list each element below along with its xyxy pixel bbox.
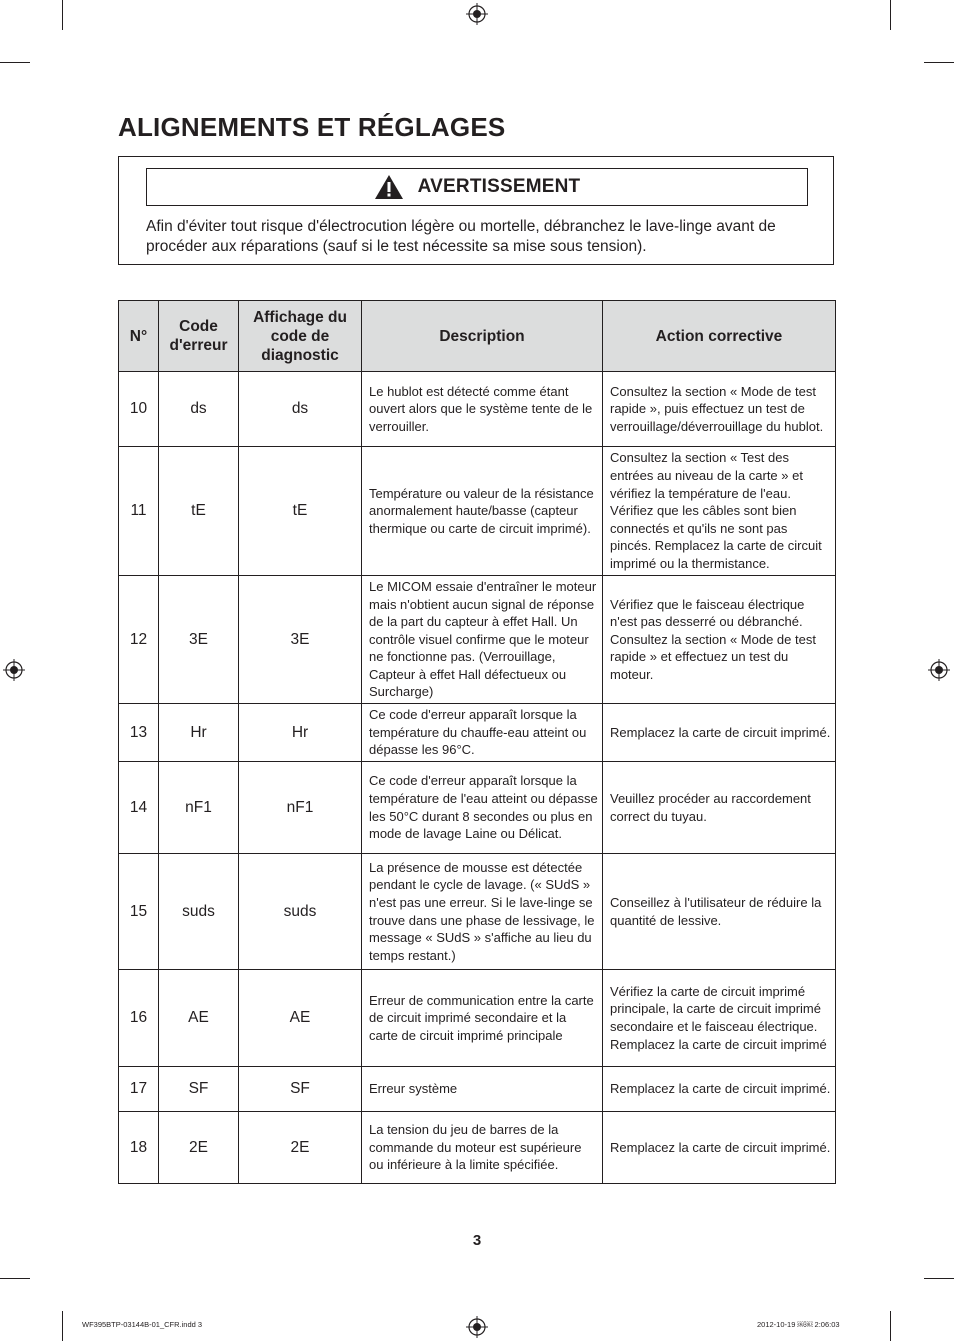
table-row (119, 1067, 836, 1112)
cell-corrective-action: Vérifiez que le faisceau électrique n'est pas desserré ou débranché. Consultez la section « Mode de test rapide » et effectuez un test du moteur. (603, 576, 836, 704)
cell-number: 17 (119, 1067, 159, 1112)
crop-mark (0, 1278, 30, 1279)
cell-corrective-action: Veuillez procéder au raccordement correct du tuyau. (603, 762, 836, 854)
cell-description: Erreur système (362, 1067, 603, 1112)
cell-description: La présence de mousse est détectée pendant le cycle de lavage. (« SUdS » n'est pas une erreur. Si le lave-linge se trouve dans une phase de lessivage, le message « SUdS » s'affiche au lieu du temps restant.) (362, 854, 603, 970)
cell-diagnostic-display: nF1 (239, 762, 362, 854)
cell-error-code: SF (159, 1067, 239, 1112)
crop-mark (62, 0, 63, 30)
cell-corrective-action: Remplacez la carte de circuit imprimé. (603, 704, 836, 762)
registration-mark-icon (3, 659, 25, 681)
cell-diagnostic-display: tE (239, 447, 362, 576)
cell-diagnostic-display: 3E (239, 576, 362, 704)
crop-mark (924, 1278, 954, 1279)
cell-number: 13 (119, 704, 159, 762)
warning-label: AVERTISSEMENT (417, 176, 581, 197)
cell-number: 16 (119, 970, 159, 1067)
warning-header (146, 168, 808, 206)
header-number: N° (119, 301, 159, 372)
cell-error-code: suds (159, 854, 239, 970)
cell-number: 10 (119, 372, 159, 447)
footer-filename: WF395BTP-03144B-01_CFR.indd 3 (82, 1320, 203, 1329)
page-number: 3 (472, 1232, 482, 1249)
table-row (119, 970, 836, 1067)
crop-mark (62, 1311, 63, 1341)
cell-number: 18 (119, 1112, 159, 1184)
cell-diagnostic-display: suds (239, 854, 362, 970)
registration-mark-icon (466, 1316, 488, 1338)
cell-corrective-action: Consultez la section « Test des entrées au niveau de la carte » et vérifiez la température de l'eau. Vérifiez que les câbles sont bien connectés et qu'ils ne sont pas pincés. Remplacez la carte de circuit imprimé ou la thermistance. (603, 447, 836, 576)
cell-error-code: ds (159, 372, 239, 447)
cell-description: Le MICOM essaie d'entraîner le moteur mais n'obtient aucun signal de réponse de la part du capteur à effet Hall. Un contrôle visuel confirme que le moteur ne fonctionne pas. (Verrouillage, Capteur à effet Hall défectueux ou Surcharge) (362, 576, 603, 704)
cell-diagnostic-display: SF (239, 1067, 362, 1112)
cell-diagnostic-display: AE (239, 970, 362, 1067)
cell-diagnostic-display: Hr (239, 704, 362, 762)
warning-text: Afin d'éviter tout risque d'électrocution légère ou mortelle, débranchez le lave-linge avant de procéder aux réparations (sauf si le test nécessite sa mise sous tension). (146, 218, 776, 255)
cell-corrective-action: Vérifiez la carte de circuit imprimé principale, la carte de circuit imprimé secondaire et le faisceau électrique. Remplacez la carte de circuit imprimé (603, 970, 836, 1067)
cell-corrective-action: Remplacez la carte de circuit imprimé. (603, 1067, 836, 1112)
footer-timestamp: 2012-10-19 ￼￼ 2:06:03 (757, 1320, 840, 1329)
error-code-table (118, 300, 836, 1184)
header-description: Description (362, 301, 603, 372)
cell-corrective-action: Consultez la section « Mode de test rapide », puis effectuez un test de verrouillage/déverrouillage du hublot. (603, 372, 836, 447)
cell-number: 12 (119, 576, 159, 704)
table-row (119, 854, 836, 970)
table-row (119, 704, 836, 762)
header-corrective-action: Action corrective (603, 301, 836, 372)
cell-number: 14 (119, 762, 159, 854)
table-row (119, 1112, 836, 1184)
cell-number: 11 (119, 447, 159, 576)
table-header-row (119, 301, 836, 372)
cell-description: Ce code d'erreur apparaît lorsque la température du chauffe-eau atteint ou dépasse les 96°C. (362, 704, 603, 762)
crop-mark (890, 0, 891, 30)
cell-description: La tension du jeu de barres de la commande du moteur est supérieure ou inférieure à la limite spécifiée. (362, 1112, 603, 1184)
crop-mark (924, 62, 954, 63)
warning-box (118, 156, 834, 265)
table-row (119, 372, 836, 447)
cell-corrective-action: Conseillez à l'utilisateur de réduire la quantité de lessive. (603, 854, 836, 970)
cell-number: 15 (119, 854, 159, 970)
cell-description: Le hublot est détecté comme étant ouvert alors que le système tente de le verrouiller. (362, 372, 603, 447)
cell-description: Température ou valeur de la résistance anormalement haute/basse (capteur thermique ou carte de circuit imprimé). (362, 447, 603, 576)
cell-diagnostic-display: ds (239, 372, 362, 447)
cell-error-code: nF1 (159, 762, 239, 854)
table-row (119, 576, 836, 704)
crop-mark (890, 1311, 891, 1341)
cell-error-code: 3E (159, 576, 239, 704)
table-row (119, 762, 836, 854)
cell-error-code: tE (159, 447, 239, 576)
cell-error-code: Hr (159, 704, 239, 762)
cell-diagnostic-display: 2E (239, 1112, 362, 1184)
warning-triangle-icon (374, 174, 404, 200)
cell-description: Erreur de communication entre la carte de circuit imprimé secondaire et la carte de circuit imprimé principale (362, 970, 603, 1067)
cell-error-code: 2E (159, 1112, 239, 1184)
crop-mark (0, 62, 30, 63)
registration-mark-icon (466, 3, 488, 25)
page-title: ALIGNEMENTS ET RÉGLAGES (118, 112, 506, 142)
cell-corrective-action: Remplacez la carte de circuit imprimé. (603, 1112, 836, 1184)
registration-mark-icon (928, 659, 950, 681)
header-error-code: Code d'erreur (159, 301, 239, 372)
table-row (119, 447, 836, 576)
header-diagnostic-display: Affichage du code de diagnostic (239, 301, 362, 372)
cell-description: Ce code d'erreur apparaît lorsque la température de l'eau atteint ou dépasse les 50°C durant 8 secondes ou plus en mode de lavage Laine ou Délicat. (362, 762, 603, 854)
cell-error-code: AE (159, 970, 239, 1067)
